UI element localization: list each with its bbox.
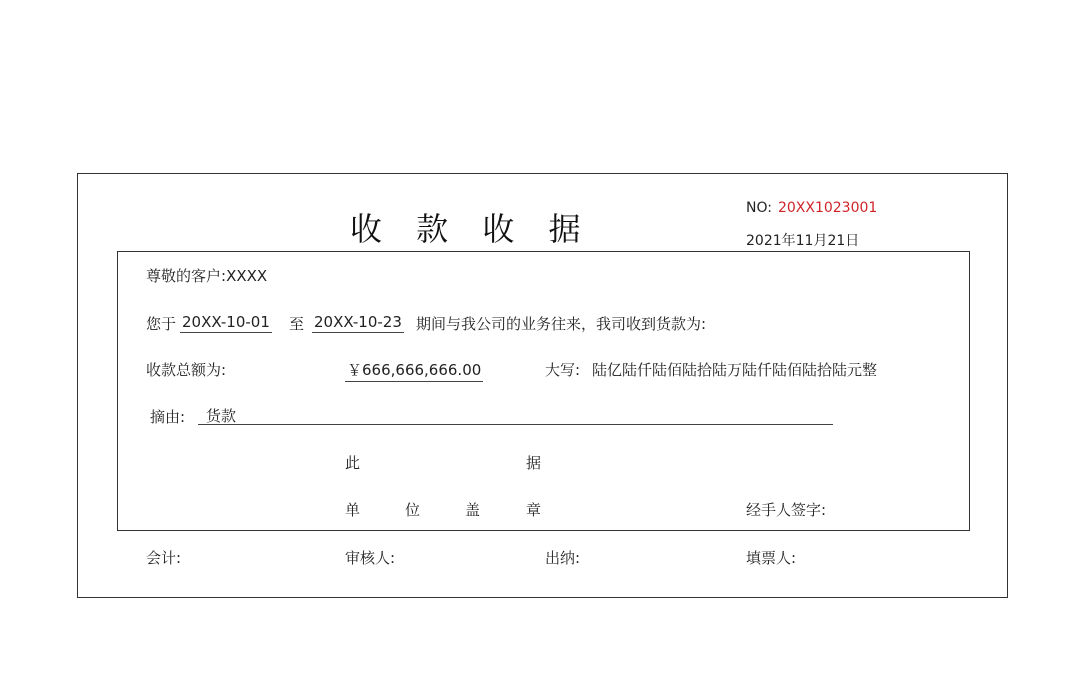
period-start-date: 20XX-10-01 <box>182 313 270 331</box>
period-suffix: 期间与我公司的业务往来，我司收到货款为: <box>416 315 707 333</box>
receipt-title: 收 款 收 据 <box>350 210 593 248</box>
receipt-number-label: NO: <box>746 200 772 216</box>
receipt-number <box>746 200 877 216</box>
customer-label: 尊敬的客户: <box>146 267 227 285</box>
footer-cashier-label: 出纳: <box>545 549 581 567</box>
reason-label: 摘由: <box>150 408 186 426</box>
reason-value: 货款 <box>206 407 237 425</box>
period-to: 至 <box>289 315 305 333</box>
receipt-date: 2021年11月21日 <box>746 233 860 249</box>
seal-char-3: 盖 <box>465 501 481 519</box>
period-prefix: 您于 <box>146 315 177 333</box>
seal-char-top-right: 据 <box>526 454 542 472</box>
amount-capital-label: 大写: <box>545 361 581 379</box>
footer-filler-label: 填票人: <box>746 549 797 567</box>
period-end-date: 20XX-10-23 <box>314 313 402 331</box>
amount-label: 收款总额为: <box>146 361 227 379</box>
receipt-number-value: 20XX1023001 <box>777 200 878 216</box>
customer-line <box>146 265 267 286</box>
seal-char-2: 位 <box>405 501 421 519</box>
footer-accountant-label: 会计: <box>146 549 182 567</box>
amount-value: ￥666,666,666.00 <box>345 359 483 382</box>
footer-auditor-label: 审核人: <box>345 549 396 567</box>
receipt-body-frame <box>117 251 970 531</box>
amount-capital-value: 陆亿陆仟陆佰陆拾陆万陆仟陆佰陆拾陆元整 <box>592 361 878 379</box>
handler-signature-label: 经手人签字: <box>746 501 827 519</box>
seal-char-4: 章 <box>526 501 542 519</box>
seal-char-top-left: 此 <box>345 454 361 472</box>
customer-name: XXXX <box>226 267 268 285</box>
seal-char-1: 单 <box>345 501 361 519</box>
reason-underline <box>198 424 833 425</box>
